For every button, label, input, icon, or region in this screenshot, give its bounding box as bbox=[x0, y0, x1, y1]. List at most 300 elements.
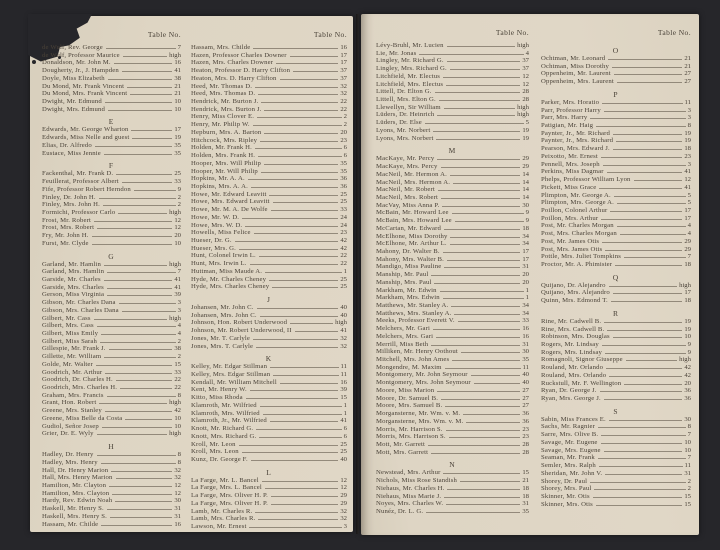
guest-name: Parr, Professor Harry bbox=[541, 106, 601, 114]
dotted-leader bbox=[613, 337, 683, 338]
table-number: 32 bbox=[340, 82, 347, 90]
list-item bbox=[42, 330, 181, 338]
list-item bbox=[42, 497, 181, 505]
table-number: 39 bbox=[174, 291, 181, 299]
table-no-header: Table No. bbox=[313, 30, 347, 39]
list-item bbox=[541, 122, 691, 130]
table-number: high bbox=[335, 319, 347, 327]
dotted-leader bbox=[613, 134, 682, 135]
table-number: 15 bbox=[340, 394, 347, 402]
table-number: 25 bbox=[174, 170, 181, 178]
dotted-leader bbox=[290, 56, 339, 57]
table-number: 32 bbox=[340, 334, 347, 342]
list-item bbox=[376, 88, 529, 96]
list-item bbox=[191, 83, 347, 91]
dotted-leader bbox=[607, 330, 682, 331]
dotted-leader bbox=[295, 331, 339, 332]
table-number: 19 bbox=[684, 137, 691, 145]
table-number: 8 bbox=[177, 458, 181, 466]
guest-name: Romagnoli, Signor Giuseppe bbox=[541, 356, 623, 364]
guest-name: Morris, Mrs. Harrison S. bbox=[376, 433, 446, 441]
dotted-leader bbox=[431, 345, 520, 346]
dotted-leader bbox=[253, 48, 338, 49]
table-number: 17 bbox=[522, 255, 529, 263]
guest-name: La Farge, Mrs. L. Bancel bbox=[191, 484, 262, 492]
table-number: 38 bbox=[174, 74, 181, 82]
dotted-leader bbox=[609, 286, 678, 287]
dotted-leader bbox=[441, 198, 520, 199]
table-number: 21 bbox=[522, 477, 529, 485]
list-item bbox=[541, 387, 691, 395]
list-item bbox=[541, 326, 691, 334]
list-item bbox=[191, 379, 347, 387]
table-number: 5 bbox=[687, 199, 691, 207]
list-item bbox=[191, 343, 347, 351]
table-number: 25 bbox=[340, 198, 347, 206]
list-item bbox=[191, 276, 347, 284]
list-item bbox=[541, 478, 691, 486]
guest-name: Rine, Mr. Cadwell B. bbox=[541, 317, 602, 325]
dotted-leader bbox=[608, 59, 682, 60]
table-number: 31 bbox=[174, 512, 181, 520]
table-number: 34 bbox=[522, 309, 529, 317]
dotted-leader bbox=[616, 141, 682, 142]
dotted-leader bbox=[609, 376, 682, 377]
table-number: 1 bbox=[343, 267, 347, 275]
dotted-leader bbox=[269, 195, 338, 196]
dotted-leader bbox=[250, 264, 339, 265]
list-item bbox=[541, 485, 691, 493]
table-number: 40 bbox=[522, 371, 529, 379]
name-list-column-4 bbox=[541, 42, 691, 508]
table-number: 30 bbox=[174, 497, 181, 505]
list-item bbox=[376, 233, 529, 241]
dotted-leader bbox=[276, 63, 338, 64]
dotted-leader bbox=[97, 326, 176, 327]
guest-name: Lyons, Mr. Norbert bbox=[376, 126, 431, 134]
table-number: 6 bbox=[343, 425, 347, 433]
list-item bbox=[42, 451, 181, 459]
list-item bbox=[541, 222, 691, 230]
list-item bbox=[376, 333, 529, 341]
guest-name: Rine, Mrs. Cadwell B. bbox=[541, 325, 605, 333]
list-item bbox=[42, 376, 181, 384]
guest-name: Grier, Dr. E. Wyly bbox=[42, 430, 94, 438]
guest-name: Howe, Mr. W. D. bbox=[191, 213, 240, 221]
guest-name: Finley, Dr. John H. bbox=[42, 193, 96, 201]
list-item bbox=[191, 160, 347, 168]
list-item bbox=[541, 238, 691, 246]
guest-name: Kitto, Miss Rhoda bbox=[191, 394, 243, 402]
dotted-leader bbox=[280, 79, 339, 80]
list-item bbox=[191, 410, 347, 418]
dotted-leader bbox=[454, 314, 520, 315]
list-item bbox=[376, 225, 529, 233]
table-number: 27 bbox=[522, 386, 529, 394]
list-item bbox=[191, 206, 347, 214]
table-number: 11 bbox=[340, 371, 347, 379]
list-item bbox=[42, 201, 181, 209]
table-number: 6 bbox=[343, 152, 347, 160]
dotted-leader bbox=[100, 342, 176, 343]
dotted-leader bbox=[239, 249, 338, 250]
guest-name: Haskell, Mr. Henry S. bbox=[42, 505, 104, 513]
list-item bbox=[376, 186, 529, 194]
section-letter: L bbox=[266, 467, 272, 477]
guest-name: Howe, Mr. Edward Leavitt bbox=[191, 190, 267, 198]
guest-name: Hunt, Mrs. Irwin L. bbox=[191, 260, 247, 268]
dotted-leader bbox=[111, 471, 172, 472]
table-number: 40 bbox=[340, 455, 347, 463]
dotted-leader bbox=[271, 210, 339, 211]
list-item bbox=[376, 135, 529, 143]
list-item bbox=[541, 137, 691, 145]
guest-name: Hueser, Dr. G. bbox=[191, 236, 232, 244]
table-number: high bbox=[169, 430, 181, 438]
guest-name: Gilbert, Miss Emily bbox=[42, 330, 99, 337]
list-item bbox=[42, 194, 181, 202]
table-number: 7 bbox=[687, 431, 691, 439]
table-number: 10 bbox=[684, 446, 691, 454]
guest-name: Dougherty, Jr., J. Hampden bbox=[42, 67, 119, 75]
dotted-leader bbox=[122, 71, 172, 72]
dotted-leader bbox=[273, 202, 339, 203]
table-number: 22 bbox=[340, 252, 347, 260]
guest-name: Johansen, Mrs. John C. bbox=[191, 311, 257, 319]
section-letter: O bbox=[612, 46, 620, 55]
list-item bbox=[191, 44, 347, 52]
list-item bbox=[541, 423, 691, 431]
list-item bbox=[191, 327, 347, 335]
table-number: 17 bbox=[684, 214, 691, 222]
table-number: 6 bbox=[343, 432, 347, 440]
table-number: 1 bbox=[343, 409, 347, 417]
table-number: 21 bbox=[174, 90, 181, 98]
list-item bbox=[191, 113, 347, 121]
dotted-leader bbox=[99, 403, 167, 404]
dotted-leader bbox=[109, 349, 173, 350]
guest-name: Hunt, Colonel Irwin L. bbox=[191, 252, 256, 260]
guest-name: Huttman, Miss Maude A. bbox=[191, 267, 263, 275]
table-number: 2 bbox=[177, 201, 181, 209]
dotted-leader bbox=[590, 118, 685, 119]
guest-name: La Farge, Mr. L. Bancel bbox=[191, 476, 259, 484]
dotted-leader bbox=[445, 406, 520, 407]
list-item bbox=[376, 433, 529, 441]
table-number: 36 bbox=[340, 182, 347, 190]
dotted-leader bbox=[435, 92, 521, 93]
list-item bbox=[42, 490, 181, 498]
guest-name: Littell, Dr. Elton G. bbox=[376, 88, 432, 96]
guest-name: Hooper, Mrs. Will Philip bbox=[191, 159, 262, 167]
dotted-leader bbox=[105, 373, 172, 374]
list-item bbox=[376, 271, 529, 279]
dotted-leader bbox=[450, 244, 521, 245]
table-number: 20 bbox=[522, 278, 529, 286]
dotted-leader bbox=[109, 486, 172, 487]
dotted-leader bbox=[620, 234, 686, 235]
table-number: 1 bbox=[525, 294, 529, 302]
list-item bbox=[42, 322, 181, 330]
guest-name: Heed, Mrs. Thomas D. bbox=[191, 90, 256, 98]
table-number: 40 bbox=[340, 304, 347, 311]
guest-name: Elias, Dr. Alfredo bbox=[42, 141, 92, 149]
table-number: 18 bbox=[522, 484, 529, 492]
dotted-leader bbox=[270, 367, 338, 368]
guest-name: Goodrich, Mrs. Charles H. bbox=[42, 384, 118, 392]
guest-name: Hadley, Mrs. Henry bbox=[42, 458, 98, 466]
guest-name: Hall, Dr. Henry Marion bbox=[42, 466, 109, 474]
dotted-leader bbox=[123, 56, 167, 57]
column-3 bbox=[376, 26, 529, 516]
guest-name: Fry, Mr. John H. bbox=[42, 232, 89, 240]
list-item bbox=[191, 90, 347, 98]
dotted-leader bbox=[431, 275, 520, 276]
dotted-leader bbox=[134, 190, 176, 191]
guest-name: Paynter, Jr., Mrs. Richard bbox=[541, 137, 614, 145]
guest-name: Savage, Mrs. Eugene bbox=[541, 446, 601, 454]
list-item bbox=[42, 315, 181, 323]
table-number: 6 bbox=[343, 144, 347, 152]
dotted-leader bbox=[92, 244, 173, 245]
guest-name: Ochtman, Mr. Leonard bbox=[541, 55, 606, 62]
list-item bbox=[541, 454, 691, 462]
dotted-leader bbox=[441, 167, 521, 168]
dotted-leader bbox=[617, 203, 686, 204]
list-item bbox=[376, 119, 529, 127]
table-number: 29 bbox=[684, 237, 691, 245]
list-item bbox=[376, 256, 529, 264]
list-item bbox=[191, 441, 347, 449]
guest-name: Manship, Mrs. Paul bbox=[376, 278, 432, 286]
table-number: 19 bbox=[684, 317, 691, 325]
page-left bbox=[30, 16, 353, 532]
guest-name: Nunéz, Dr. L. G. bbox=[376, 507, 424, 515]
dotted-leader bbox=[115, 501, 172, 502]
list-item bbox=[376, 508, 529, 516]
guest-name: Post, Mr. James Otis bbox=[541, 237, 600, 245]
table-number: 10 bbox=[174, 239, 181, 247]
dotted-leader bbox=[590, 482, 685, 483]
table-number: high bbox=[517, 111, 529, 119]
table-number: 25 bbox=[340, 440, 347, 448]
table-number: 21 bbox=[684, 55, 691, 62]
list-item bbox=[191, 129, 347, 137]
table-number: 39 bbox=[340, 386, 347, 394]
guest-name: Lawson, Mr. Ernest bbox=[191, 522, 247, 530]
table-number: 23 bbox=[522, 425, 529, 433]
dotted-leader bbox=[446, 504, 520, 505]
table-number: 14 bbox=[522, 170, 529, 178]
table-number: 21 bbox=[684, 62, 691, 70]
list-item bbox=[541, 416, 691, 424]
table-number: 19 bbox=[522, 126, 529, 134]
dotted-leader bbox=[613, 149, 682, 150]
list-item bbox=[541, 462, 691, 470]
list-item bbox=[42, 430, 181, 438]
table-number: 37 bbox=[522, 57, 529, 65]
list-item bbox=[42, 513, 181, 521]
dotted-leader bbox=[443, 473, 520, 474]
table-number: 17 bbox=[684, 289, 691, 297]
list-item bbox=[376, 348, 529, 356]
list-item bbox=[541, 380, 691, 388]
dotted-leader bbox=[450, 237, 520, 238]
table-number: 18 bbox=[522, 492, 529, 500]
guest-name: Hooper, Mr. Will Philip bbox=[191, 167, 258, 175]
dotted-leader bbox=[261, 102, 338, 103]
table-number: 7 bbox=[687, 253, 691, 261]
section-letter: G bbox=[108, 251, 115, 261]
dotted-leader bbox=[604, 451, 683, 452]
table-number: high bbox=[169, 399, 181, 407]
list-item bbox=[376, 449, 529, 457]
dotted-leader bbox=[624, 257, 686, 258]
guest-name: Haskell, Mrs. Henry S. bbox=[42, 512, 107, 520]
list-item bbox=[376, 469, 529, 477]
dotted-leader bbox=[97, 434, 167, 435]
dotted-leader bbox=[436, 139, 520, 140]
guest-name: Gillespie, Mr. Frank J. bbox=[42, 345, 106, 353]
dotted-leader bbox=[122, 182, 172, 183]
list-item bbox=[42, 170, 181, 178]
table-number: 15 bbox=[522, 469, 529, 477]
dotted-leader bbox=[132, 138, 172, 139]
guest-name: Oppenheim, Mr. Laurent bbox=[541, 70, 611, 78]
list-item bbox=[191, 425, 347, 433]
table-number: 3 bbox=[177, 306, 181, 314]
guest-name: Ryan, Dr. George J. bbox=[541, 387, 597, 395]
dotted-leader bbox=[101, 525, 172, 526]
table-number: 8 bbox=[177, 451, 181, 459]
list-item bbox=[541, 161, 691, 169]
table-number: 22 bbox=[340, 105, 347, 113]
dotted-leader bbox=[444, 267, 520, 268]
list-item bbox=[191, 515, 347, 523]
table-number: 12 bbox=[522, 72, 529, 80]
list-item bbox=[191, 245, 347, 253]
list-item bbox=[376, 179, 529, 187]
guest-name: Gilbert, Mrs. Cass bbox=[42, 322, 94, 330]
guest-name: Matthews, Mr. Stanley A. bbox=[376, 302, 449, 309]
table-number: 16 bbox=[340, 378, 347, 386]
dotted-leader bbox=[255, 512, 338, 513]
list-item bbox=[376, 163, 529, 171]
list-item bbox=[376, 50, 529, 58]
guest-name: Perkins, Miss Dagmar bbox=[541, 168, 604, 176]
list-item bbox=[191, 198, 347, 206]
list-item bbox=[42, 126, 181, 134]
list-item bbox=[42, 392, 181, 400]
page-right bbox=[361, 14, 699, 535]
table-number: 32 bbox=[340, 90, 347, 98]
list-item bbox=[42, 186, 181, 194]
guest-name: Sachs, Mr. Ragnier bbox=[541, 423, 595, 431]
guest-name: Gudiol, Señor Josep bbox=[42, 422, 99, 430]
guest-name: Mahony, Mrs. Walter B. bbox=[376, 255, 444, 263]
table-number: 41 bbox=[684, 168, 691, 176]
table-number: 33 bbox=[174, 178, 181, 186]
list-item bbox=[42, 142, 181, 150]
guest-name: Klamroth, Mr. Wilfried bbox=[191, 401, 257, 409]
table-number: 5 bbox=[687, 191, 691, 199]
guest-name: Mongendre, M. Maxim bbox=[376, 363, 442, 371]
guest-name: Gibson, Mr. Charles Dana bbox=[42, 299, 116, 307]
list-item bbox=[541, 246, 691, 254]
table-number: 10 bbox=[174, 422, 181, 430]
list-item bbox=[42, 75, 181, 83]
dotted-leader bbox=[101, 334, 175, 335]
guest-name: Moore, Miss Marion bbox=[376, 386, 435, 394]
guest-name: Mott, Mrs. Garrett bbox=[376, 448, 429, 456]
guest-name: Howe, Mr. M. A. De Wolfe bbox=[191, 206, 268, 214]
table-number: 4 bbox=[177, 330, 181, 337]
section-letter: H bbox=[108, 442, 115, 452]
guest-name: Jones, Mrs. T. Carlyle bbox=[191, 342, 254, 350]
guest-name: MacKaye, Mrs. Percy bbox=[376, 163, 438, 171]
dotted-leader bbox=[249, 527, 341, 528]
table-number: 35 bbox=[174, 141, 181, 149]
list-item bbox=[376, 217, 529, 225]
dotted-leader bbox=[246, 398, 339, 399]
list-item bbox=[42, 415, 181, 423]
list-item bbox=[376, 500, 529, 508]
list-item bbox=[42, 106, 181, 114]
guest-name: Hassam, Mrs. Childe bbox=[191, 44, 251, 51]
guest-name: Henry, Mr. Philip W. bbox=[191, 121, 250, 129]
guest-name: Poillon, Mrs. Arthur bbox=[541, 214, 599, 222]
dotted-leader bbox=[235, 241, 339, 242]
guest-name: Kunz, Dr. George F. bbox=[191, 455, 248, 463]
guest-name: Plimpton, Mrs. George A. bbox=[541, 199, 614, 207]
table-number: 40 bbox=[522, 379, 529, 387]
guest-name: Newstead, Mrs. Arthur bbox=[376, 469, 441, 477]
table-number: 1 bbox=[343, 401, 347, 409]
guest-name: Greene, Miss Belle da Costa bbox=[42, 414, 123, 422]
list-item bbox=[541, 114, 691, 122]
guest-name: Gerson, Miss Virginia bbox=[42, 291, 105, 299]
list-item bbox=[191, 492, 347, 500]
list-item bbox=[376, 202, 529, 210]
guest-name: Howe, Mrs. Edward Leavitt bbox=[191, 198, 270, 206]
guest-name: Heed, Mr. Thomas D. bbox=[191, 82, 253, 90]
dotted-leader bbox=[437, 159, 520, 160]
dotted-leader bbox=[604, 322, 682, 323]
list-item bbox=[541, 297, 691, 305]
list-item bbox=[191, 183, 347, 191]
list-item bbox=[541, 70, 691, 78]
list-item bbox=[42, 232, 181, 240]
guest-name: Holden, Mr. Frank H. bbox=[191, 144, 252, 152]
guest-name: Gillette, Mr. William bbox=[42, 353, 102, 361]
dotted-leader bbox=[251, 187, 338, 188]
list-item bbox=[541, 349, 691, 357]
table-number: 19 bbox=[684, 325, 691, 333]
table-number: 9 bbox=[525, 209, 529, 217]
dotted-leader bbox=[443, 298, 524, 299]
list-item bbox=[191, 229, 347, 237]
guest-name: Garside, Mrs. Charles bbox=[42, 283, 104, 291]
dotted-leader bbox=[606, 368, 682, 369]
list-item bbox=[376, 371, 529, 379]
guest-name: Hassam, Mr. Childe bbox=[42, 520, 99, 528]
list-item bbox=[376, 310, 529, 318]
table-number: 23 bbox=[340, 229, 347, 237]
table-no-header: Table No. bbox=[657, 28, 691, 37]
table-number: 7 bbox=[687, 454, 691, 462]
dotted-leader bbox=[452, 360, 520, 361]
dotted-leader bbox=[131, 130, 172, 131]
